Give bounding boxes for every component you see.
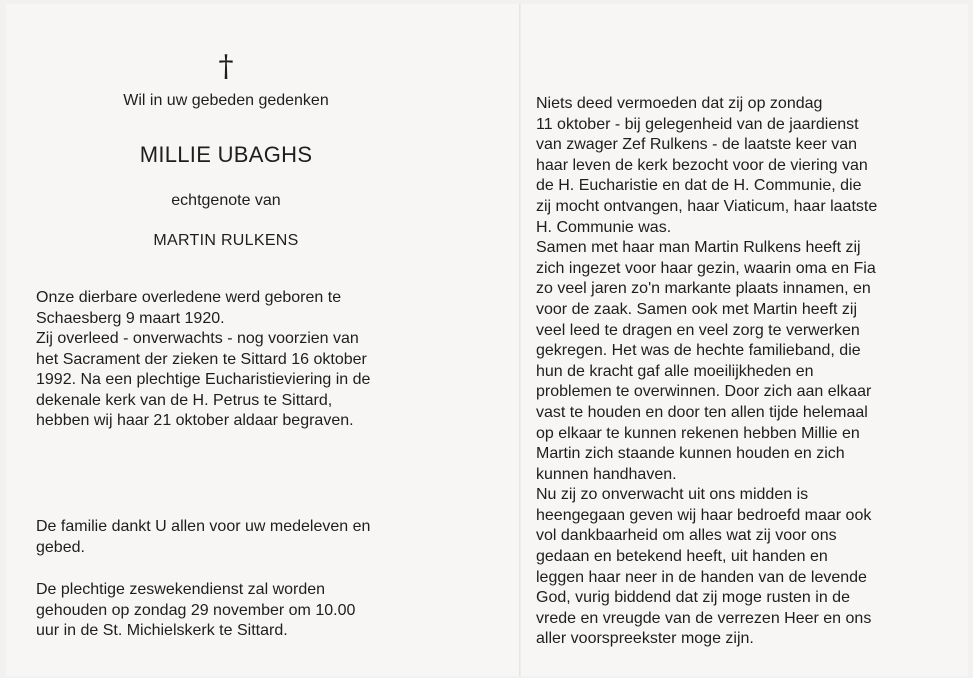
spouse-label: echtgenote van	[171, 192, 281, 209]
cross-icon: †	[218, 49, 234, 84]
biography-text: Onze dierbare overledene werd geboren te Schaesberg 9 maart 1920. Zij overleed - onverwachts - nog voorzien van het Sacrament der zieken te Sittard 16 oktober 1992. Na een plechtige Eucharistieviering in de dekenale kerk van de H. Petrus te Sittard, hebben wij haar 21 oktober aldaar begraven.	[36, 289, 371, 429]
memorial-card	[6, 4, 968, 676]
service-text: De plechtige zeswekendienst zal worden gehouden op zondag 29 november om 10.00 uur in de St. Michielskerk te Sittard.	[36, 581, 356, 639]
thanks-text: De familie dankt U allen voor uw medeleven en gebed.	[36, 518, 371, 556]
spouse-name: MARTIN RULKENS	[153, 232, 299, 249]
right-page	[536, 4, 966, 676]
memorial-text: Niets deed vermoeden dat zij op zondag 11 oktober - bij gelegenheid van de jaardienst van zwager Zef Rulkens - de laatste keer van haar leven de kerk bezocht voor de viering van de H. Eucharistie en dat de H. Communie, die zij mocht ontvangen, haar Viaticum, haar laatste H. Communie was. Samen met haar man Martin Rulkens heeft zij zich ingezet voor haar gezin, waarin oma en Fia zo veel jaren zo'n markante plaats innamen, en voor de zaak. Samen ook met Martin heeft zij veel leed te dragen en veel zorg te verwerken gekregen. Het was de hechte familieband, die hun de kracht gaf alle moeilijkheden en problemen te overwinnen. Door zich aan elkaar vast te houden en door ten allen tijde helemaal op elkaar te kunnen rekenen hebben Millie en Martin zich staande kunnen houden en zich kunnen handhaven. Nu zij zo onverwacht uit ons midden is heengegaan geven wij haar bedroefd maar ook vol dankbaarheid om alles wat zij voor ons gedaan en betekend heeft, uit handen en leggen haar neer in de handen van de levende God, vurig biddend dat zij moge rusten in de vrede en vreugde van de verrezen Heer en ons aller voorspreekster moge zijn.	[536, 95, 878, 648]
left-page	[6, 4, 516, 676]
intro-text: Wil in uw gebeden gedenken	[123, 92, 329, 109]
deceased-name: MILLIE UBAGHS	[139, 142, 313, 167]
card-fold	[519, 4, 521, 676]
